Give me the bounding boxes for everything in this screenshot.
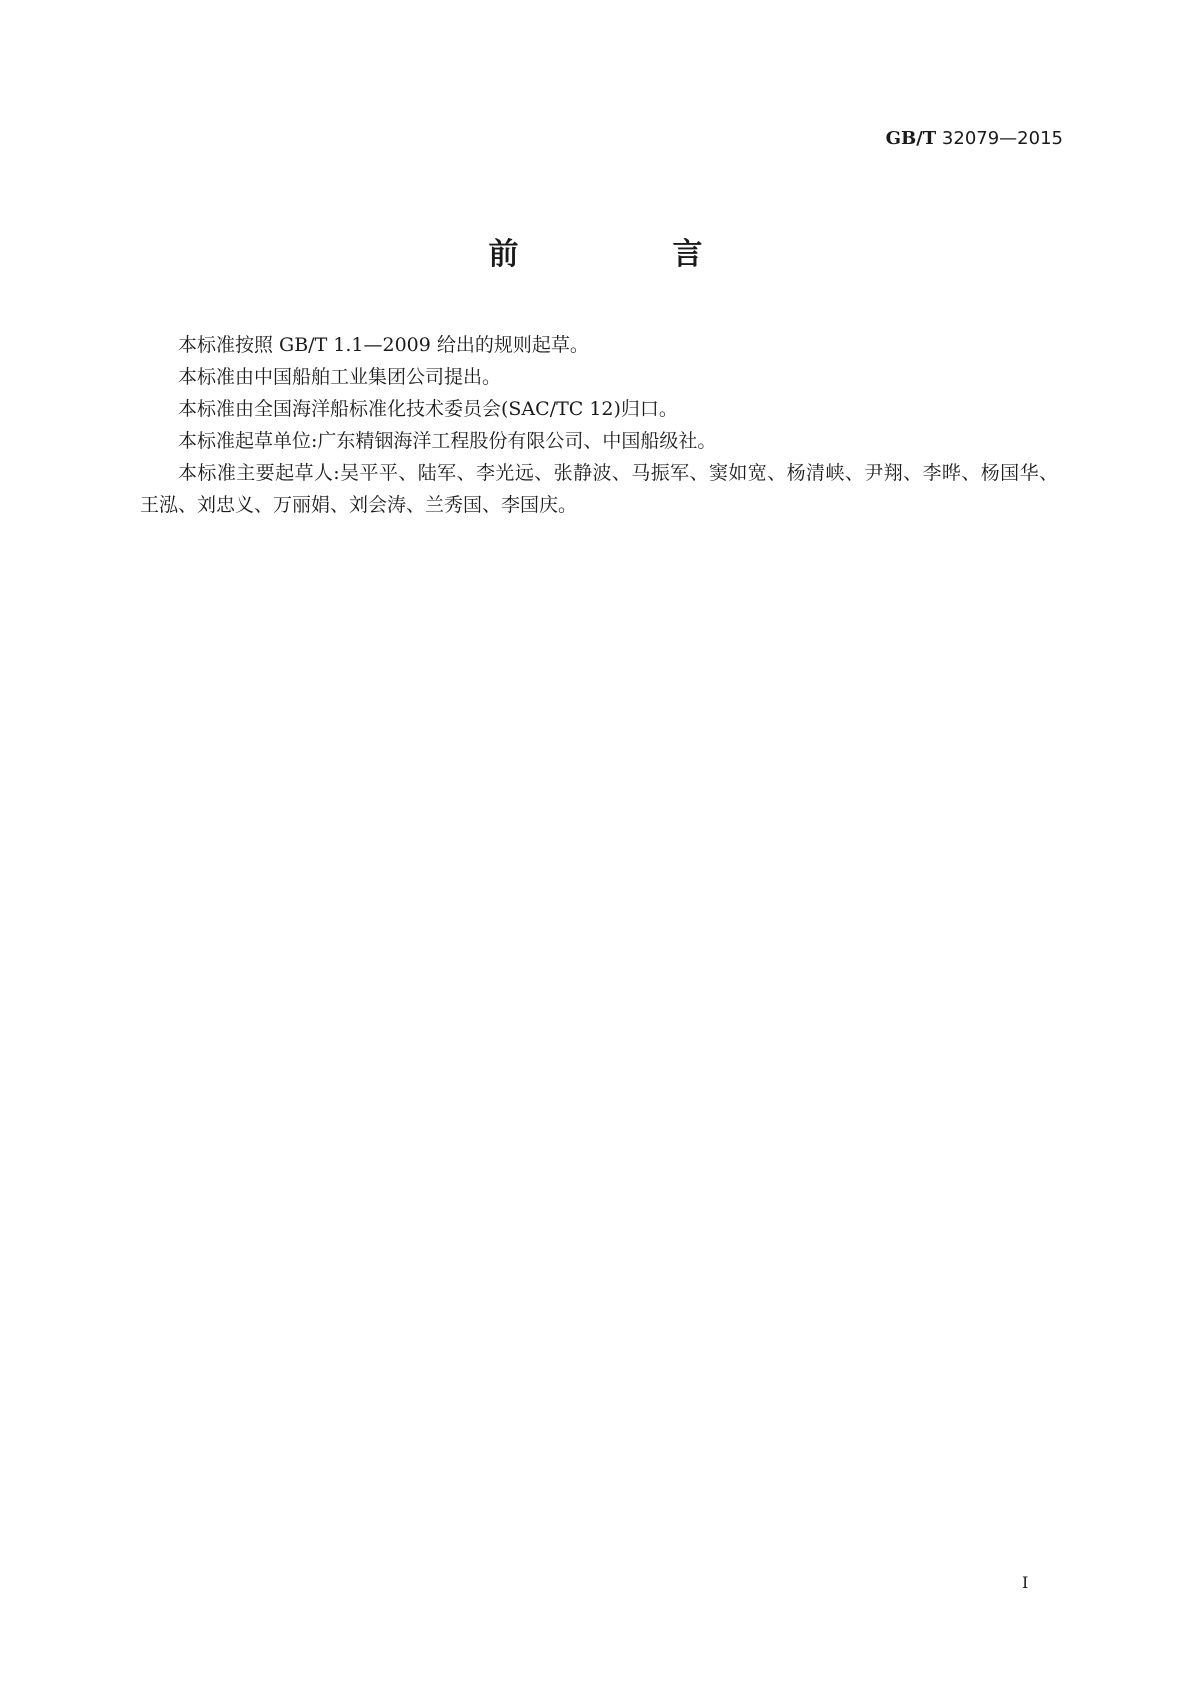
standard-code bbox=[886, 128, 1063, 149]
paragraph-proposer: 本标准由中国船舶工业集团公司提出。 bbox=[178, 366, 502, 388]
standard-prefix: GB/T bbox=[885, 128, 937, 149]
foreword-title: 前 言 bbox=[488, 237, 765, 272]
paragraph-technical-committee: 本标准由全国海洋船标准化技术委员会(SAC/TC 12)归口。 bbox=[178, 398, 678, 420]
foreword-body bbox=[140, 329, 1058, 521]
paragraph-drafting-units: 本标准起草单位:广东精铟海洋工程股份有限公司、中国船级社。 bbox=[178, 430, 717, 452]
standard-number: 32079—2015 bbox=[941, 128, 1063, 149]
paragraph-main-drafters: 本标准主要起草人:吴平平、陆军、李光远、张静波、马振军、窦如宽、杨清峡、尹翔、李晔、杨国华、王泓、刘忠义、万丽娟、刘会涛、兰秀国、李国庆。 bbox=[140, 462, 1058, 516]
page-number: I bbox=[1022, 1573, 1029, 1592]
paragraph-drafting-rules: 本标准按照 GB/T 1.1—2009 给出的规则起草。 bbox=[178, 334, 589, 356]
